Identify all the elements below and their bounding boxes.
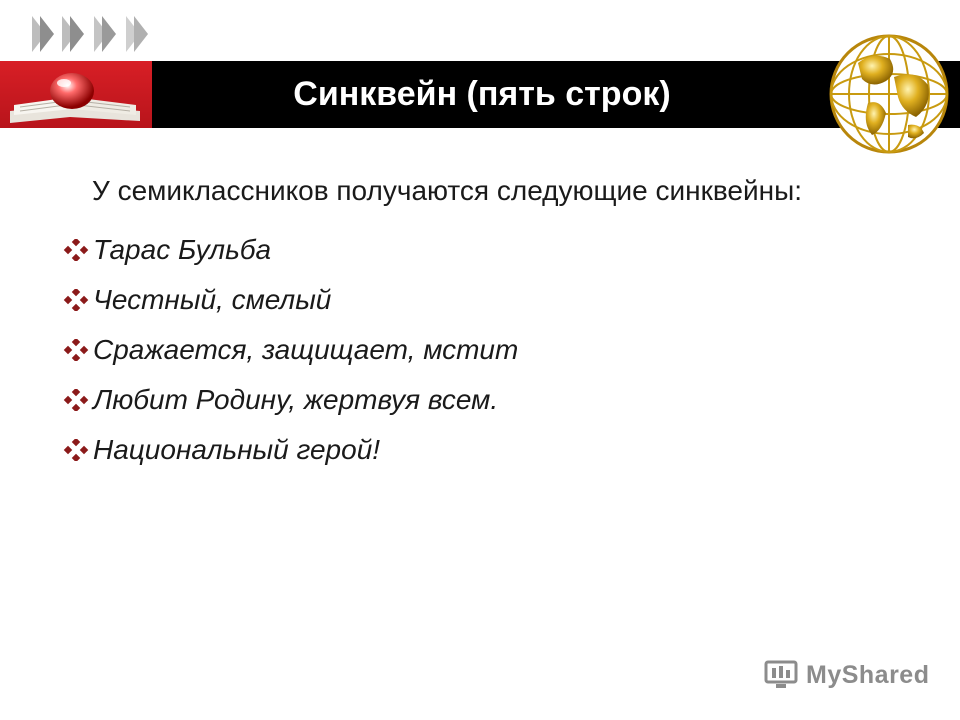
slide-title: Синквейн (пять строк) <box>293 75 671 113</box>
myshared-watermark <box>764 655 929 695</box>
list-item <box>62 225 882 275</box>
diamond-bullet-icon <box>62 339 90 361</box>
nav-arrows-icon <box>32 14 162 54</box>
intro-text: У семиклассников получаются следующие синквейны: <box>92 175 803 206</box>
list-item <box>62 425 882 475</box>
list-item <box>62 275 882 325</box>
myshared-logo-icon <box>764 658 800 692</box>
slide-body <box>62 172 882 475</box>
list-item-text: Сражается, защищает, мстит <box>93 334 519 365</box>
diamond-bullet-icon <box>62 389 90 411</box>
list-item-text: Тарас Бульба <box>93 234 272 265</box>
list-item <box>62 375 882 425</box>
diamond-bullet-icon <box>62 289 90 311</box>
list-item-text: Национальный герой! <box>93 434 381 465</box>
list-item-text: Честный, смелый <box>93 284 332 315</box>
book-panel <box>0 61 152 128</box>
watermark-text: MyShared <box>806 660 930 689</box>
list-item-text: Любит Родину, жертвуя всем. <box>93 384 499 415</box>
cinquain-list <box>62 225 882 475</box>
globe-icon <box>828 33 950 155</box>
open-book-icon <box>0 61 152 128</box>
diamond-bullet-icon <box>62 439 90 461</box>
diamond-bullet-icon <box>62 239 90 261</box>
list-item <box>62 325 882 375</box>
